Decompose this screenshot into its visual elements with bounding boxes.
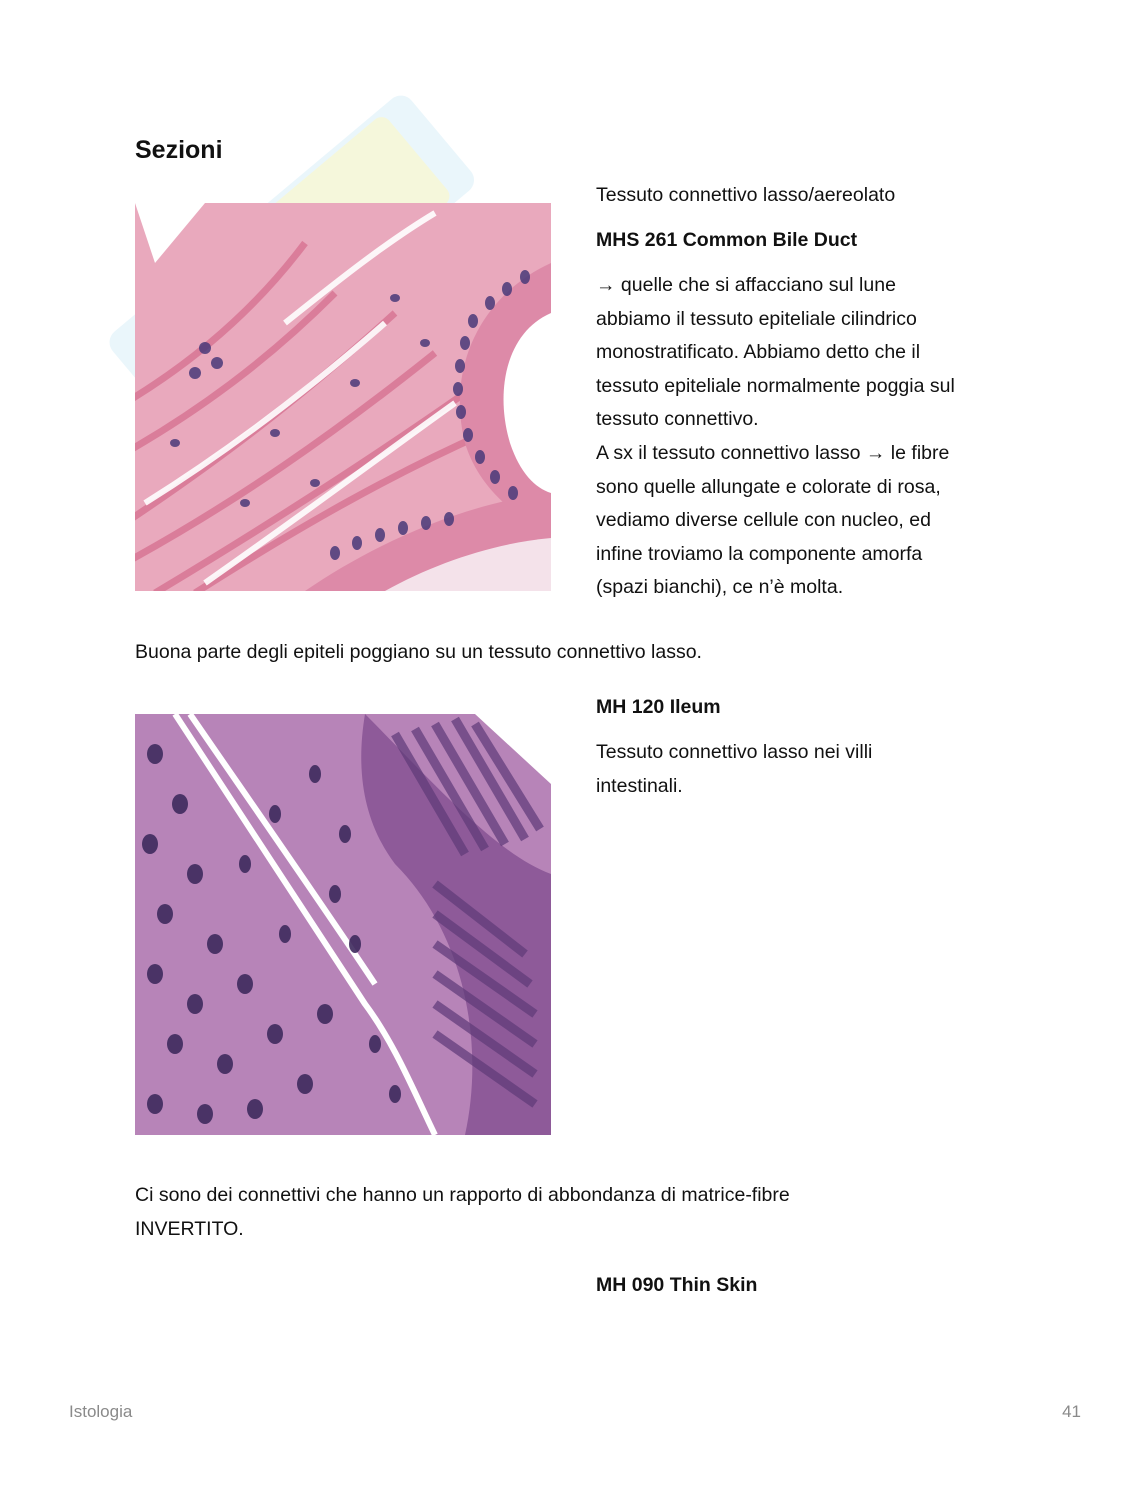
paragraph-line: A sx il tessuto connettivo lasso → le fibre xyxy=(596,441,950,464)
histology-image-ileum xyxy=(135,714,551,1135)
section1-subtitle: Tessuto connettivo lasso/aereolato xyxy=(596,184,896,206)
paragraph-line: tessuto epiteliale normalmente poggia sul xyxy=(596,374,955,397)
paragraph-line: monostratificato. Abbiamo detto che il xyxy=(596,341,921,364)
section1-specimen: MHS 261 Common Bile Duct xyxy=(596,229,858,251)
paragraph-line: Ci sono dei connettivi che hanno un rapporto di abbondanza di matrice-fibre xyxy=(135,1184,790,1206)
paragraph-line: sono quelle allungate e colorate di rosa, xyxy=(596,475,941,498)
page-number: 41 xyxy=(1062,1402,1081,1421)
paragraph-line: intestinali. xyxy=(596,774,683,797)
histology-image xyxy=(135,203,551,591)
paragraph-line: → quelle che si affacciano sul lune xyxy=(596,274,896,296)
note-inverted xyxy=(135,1179,790,1246)
note-epithelia: Buona parte degli epiteli poggiano su un tessuto connettivo lasso. xyxy=(135,641,702,663)
page-heading: Sezioni xyxy=(135,136,223,164)
histology-image-bile-duct xyxy=(135,203,551,591)
histology-image xyxy=(135,714,551,1135)
section1-paragraph xyxy=(596,269,955,605)
paragraph-line: tessuto connettivo. xyxy=(596,408,759,431)
paragraph-line: (spazi bianchi), ce n’è molta. xyxy=(596,576,844,599)
paragraph-line: INVERTITO. xyxy=(135,1217,244,1240)
paragraph-line: vediamo diverse cellule con nucleo, ed xyxy=(596,509,931,532)
section2-specimen: MH 120 Ileum xyxy=(596,696,721,718)
paragraph-line: infine troviamo la componente amorfa xyxy=(596,542,923,565)
section3-specimen: MH 090 Thin Skin xyxy=(596,1274,758,1296)
paragraph-line: abbiamo il tessuto epiteliale cilindrico xyxy=(596,307,917,330)
footer-title: Istologia xyxy=(69,1402,133,1421)
paragraph-line: Tessuto connettivo lasso nei villi xyxy=(596,741,873,763)
section2-paragraph xyxy=(596,736,872,803)
